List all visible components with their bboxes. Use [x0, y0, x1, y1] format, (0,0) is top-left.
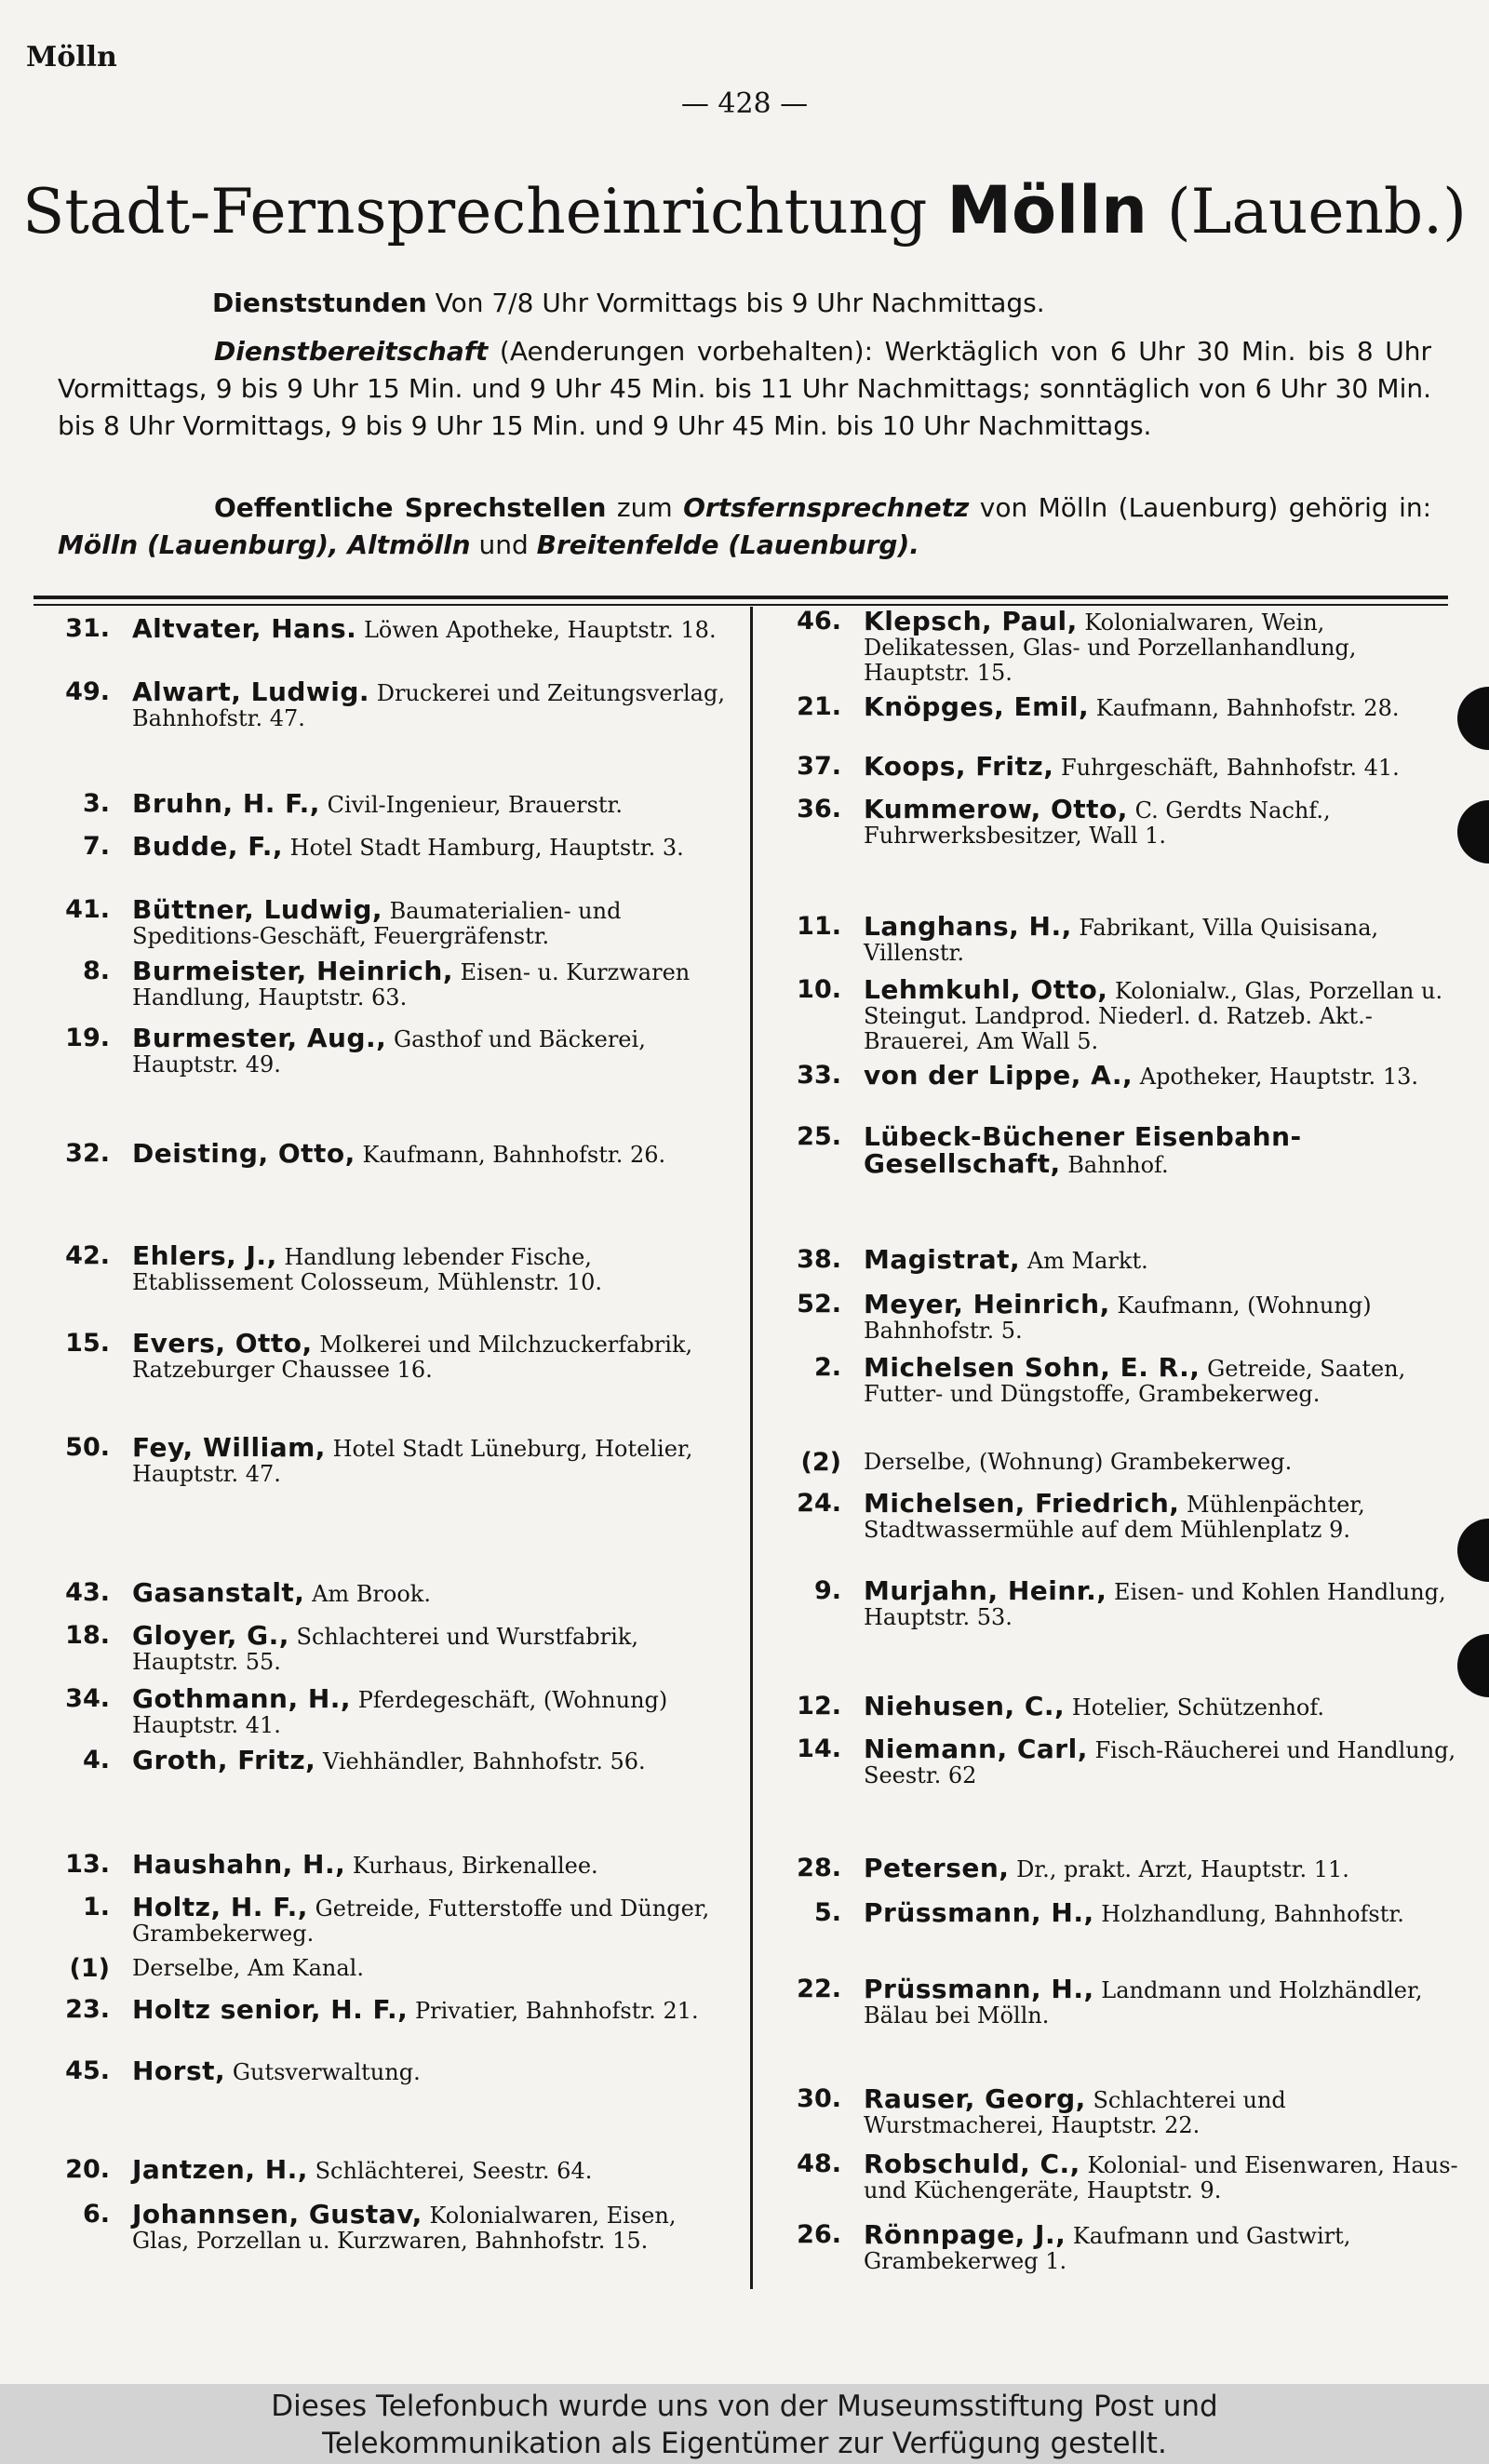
header-rule-thick	[34, 596, 1448, 599]
line-number: 25.	[797, 1122, 841, 1151]
subscriber-details: Derselbe, Am Kanal.	[132, 1955, 364, 1981]
line-number: 48.	[797, 2149, 841, 2178]
subscriber-details: Am Brook.	[312, 1581, 431, 1607]
subscriber-name: Niemann, Carl,	[864, 1734, 1088, 1764]
line-number: 33.	[797, 1061, 841, 1090]
subscriber-details: Mühlenpächter, Stadtwassermühle auf dem Mühlenplatz 9.	[864, 1492, 1365, 1543]
public-italic-3: Breitenfelde (Lauenburg).	[536, 529, 919, 560]
line-number: 13.	[65, 1850, 110, 1879]
subscriber-name: von der Lippe, A.,	[864, 1060, 1134, 1091]
subscriber-details: Apotheker, Hauptstr. 13.	[1139, 1064, 1418, 1090]
subscriber-name: Burmester, Aug.,	[132, 1023, 387, 1053]
line-number: 31.	[65, 614, 110, 643]
subscriber-details: Fuhrgeschäft, Bahnhofstr. 41.	[1060, 755, 1400, 781]
line-number: 46.	[797, 607, 841, 636]
subscriber-name: Petersen,	[864, 1853, 1010, 1883]
directory-entry	[48, 1683, 728, 1738]
line-number: 42.	[65, 1241, 110, 1270]
subscriber-details: Druckerei und Zeitungsverlag, Bahnhofstr. 47.	[132, 680, 725, 731]
subscriber-name: Holtz, H. F.,	[132, 1892, 308, 1922]
directory-entry	[780, 691, 1459, 722]
directory-entry	[48, 1745, 728, 1775]
directory-entry	[48, 788, 728, 819]
line-number: 7.	[82, 832, 110, 861]
subscriber-name: Niehusen, C.,	[864, 1691, 1066, 1721]
directory-entry	[780, 1488, 1459, 1543]
line-number: 26.	[797, 2220, 841, 2249]
subscriber-name: Meyer, Heinrich,	[864, 1289, 1110, 1319]
subscriber-details: Dr., prakt. Arzt, Hauptstr. 11.	[1016, 1856, 1349, 1882]
subscriber-name: Haushahn, H.,	[132, 1849, 346, 1880]
directory-entry	[780, 1897, 1459, 1928]
line-number: 36.	[797, 795, 841, 824]
standby-text: (Aenderungen vorbehalten): Werktäglich von 6 Uhr 30 Min. bis 8 Uhr Vormittags, 9 bis 9 Uhr 15 Min. und 9 Uhr 45 Min. bis 11 Uhr Nachmittags; sonntäglich von 6 Uhr 30 Min. bis 8 Uhr Vormittags, 9 bis 9 Uhr 15 Min. und 9 Uhr 45 Min. bis 10 Uhr Nachmittags.	[58, 336, 1431, 441]
subscriber-details: Kolonialw., Glas, Porzellan u. Steingut. Landprod. Niederl. d. Ratzeb. Akt.-Brauerei, Am Wall 5.	[864, 978, 1443, 1054]
subscriber-name: Lehmkuhl, Otto,	[864, 974, 1108, 1005]
page-title	[0, 173, 1489, 249]
subscriber-name: Groth, Fritz,	[132, 1745, 316, 1775]
line-number: 11.	[797, 912, 841, 941]
subscriber-name: Michelsen Sohn, E. R.,	[864, 1352, 1201, 1383]
subscriber-name: Alwart, Ludwig.	[132, 676, 370, 707]
line-number: 18.	[65, 1621, 110, 1650]
line-number: 24.	[797, 1489, 841, 1518]
subscriber-name: Langhans, H.,	[864, 911, 1072, 942]
directory-entry	[48, 613, 728, 644]
public-text-1: zum	[616, 492, 673, 523]
line-number: 32.	[65, 1139, 110, 1168]
subscriber-name: Magistrat,	[864, 1244, 1021, 1275]
subscriber-name: Jantzen, H.,	[132, 2154, 308, 2185]
directory-entry	[48, 1025, 728, 1078]
subscriber-name: Gothmann, H.,	[132, 1683, 352, 1714]
service-hours	[58, 285, 1431, 322]
subscriber-name: Knöpges, Emil,	[864, 691, 1090, 722]
subscriber-name: Michelsen, Friedrich,	[864, 1488, 1180, 1519]
directory-entry	[780, 1450, 1459, 1475]
subscriber-details: Getreide, Futterstoffe und Dünger, Grambekerweg.	[132, 1895, 710, 1947]
subscriber-details: Fabrikant, Villa Quisisana, Villenstr.	[864, 915, 1379, 966]
binder-hole-mark	[1457, 800, 1489, 864]
title-region: (Lauenb.)	[1166, 176, 1467, 248]
subscriber-name: Prüssmann, H.,	[864, 1897, 1094, 1928]
subscriber-details: Viehhändler, Bahnhofstr. 56.	[322, 1748, 646, 1774]
directory-entry	[780, 911, 1459, 966]
subscriber-details: Kolonialwaren, Eisen, Glas, Porzellan u. Kurzwaren, Bahnhofstr. 15.	[132, 2203, 677, 2254]
standby-paragraph	[58, 333, 1431, 445]
subscriber-name: Johannsen, Gustav,	[132, 2199, 423, 2230]
subscriber-details: Pferdegeschäft, (Wohnung) Hauptstr. 41.	[132, 1687, 668, 1738]
footer-line-1: Dieses Telefonbuch wurde uns von der Museumsstiftung Post und	[271, 2390, 1218, 2423]
line-number: 8.	[82, 957, 110, 985]
subscriber-details: Kurhaus, Birkenallee.	[352, 1853, 598, 1879]
directory-entry	[48, 2154, 728, 2185]
subscriber-name: Murjahn, Heinr.,	[864, 1575, 1107, 1606]
directory-entry	[780, 606, 1459, 686]
subscriber-details: Hotel Stadt Hamburg, Hauptstr. 3.	[289, 835, 684, 861]
line-number: 12.	[797, 1692, 841, 1721]
line-number: 5.	[813, 1898, 841, 1927]
subscriber-details: Eisen- u. Kurzwaren Handlung, Hauptstr. 63.	[132, 959, 691, 1011]
line-number: (2)	[800, 1448, 841, 1477]
subscriber-details: Kaufmann, Bahnhofstr. 28.	[1095, 695, 1400, 721]
line-number: 52.	[797, 1290, 841, 1319]
line-number: 22.	[797, 1975, 841, 2003]
directory-entry	[780, 1244, 1459, 1275]
line-number: 15.	[65, 1329, 110, 1358]
public-italic-2: Mölln (Lauenburg), Altmölln	[58, 529, 471, 560]
binder-hole-mark	[1457, 1634, 1489, 1697]
directory-entry	[780, 1289, 1459, 1344]
subscriber-details: C. Gerdts Nachf., Fuhrwerksbesitzer, Wall 1.	[864, 797, 1331, 849]
directory-entry	[780, 1121, 1459, 1179]
subscriber-details: Gasthof und Bäckerei, Hauptstr. 49.	[132, 1026, 646, 1078]
subscriber-name: Deisting, Otto,	[132, 1138, 355, 1169]
subscriber-details: Hotel Stadt Lüneburg, Hotelier, Hauptstr. 47.	[132, 1436, 693, 1487]
subscriber-name: Bruhn, H. F.,	[132, 788, 320, 819]
line-number: 49.	[65, 677, 110, 706]
directory-entry	[48, 1849, 728, 1880]
subscriber-name: Rauser, Georg,	[864, 2083, 1086, 2114]
subscriber-details: Civil-Ingenieur, Brauerstr.	[327, 792, 624, 818]
line-number: 41.	[65, 895, 110, 924]
line-number: 10.	[797, 975, 841, 1004]
subscriber-details: Schlächterei, Seestr. 64.	[315, 2158, 593, 2184]
directory-entry	[780, 1736, 1459, 1788]
running-head: Mölln	[26, 41, 117, 74]
line-number: 1.	[82, 1893, 110, 1922]
directory-entry	[48, 894, 728, 949]
public-stations-label: Oeffentliche Sprechstellen	[214, 492, 607, 523]
page-number: — 428 —	[680, 87, 809, 120]
public-italic-1: Ortsfernsprechnetz	[683, 492, 970, 523]
line-number: 6.	[82, 2200, 110, 2229]
line-number: 38.	[797, 1245, 841, 1274]
subscriber-name: Evers, Otto,	[132, 1328, 313, 1359]
subscriber-name: Klepsch, Paul,	[864, 606, 1078, 636]
subscriber-details: Handlung lebender Fische, Etablissement Colosseum, Mühlenstr. 10.	[132, 1244, 603, 1295]
directory-entry	[48, 1620, 728, 1675]
subscriber-details: Eisen- und Kohlen Handlung, Hauptstr. 53.	[864, 1579, 1446, 1630]
subscriber-details: Privatier, Bahnhofstr. 21.	[414, 1998, 699, 2024]
directory-entry	[780, 2083, 1459, 2138]
directory-entry	[48, 1994, 728, 2025]
line-number: 20.	[65, 2155, 110, 2184]
subscriber-name: Robschuld, C.,	[864, 2149, 1080, 2179]
directory-entry	[48, 676, 728, 731]
subscriber-name: Gloyer, G.,	[132, 1620, 289, 1651]
directory-entry	[780, 974, 1459, 1054]
subscriber-name: Altvater, Hans.	[132, 613, 357, 644]
title-place: Mölln	[946, 172, 1147, 248]
directory-entry	[780, 1976, 1459, 2029]
subscriber-details: Derselbe, (Wohnung) Grambekerweg.	[864, 1449, 1293, 1475]
directory-entry	[48, 1138, 728, 1169]
title-main: Stadt-Fernsprecheinrichtung	[22, 176, 928, 248]
directory-entry	[48, 831, 728, 862]
subscriber-name: Burmeister, Heinrich,	[132, 956, 453, 986]
subscriber-details: Schlachterei und Wurstmacherei, Hauptstr. 22.	[864, 2087, 1286, 2138]
subscriber-details: Baumaterialien- und Speditions-Geschäft, Feuergräfenstr.	[132, 898, 622, 949]
subscriber-details: Schlachterei und Wurstfabrik, Hauptstr. 55.	[132, 1624, 638, 1675]
directory-entry	[780, 2151, 1459, 2203]
public-stations-paragraph	[58, 489, 1431, 564]
directory-entry	[48, 1892, 728, 1947]
service-hours-label: Dienststunden	[212, 288, 427, 318]
subscriber-details: Fisch-Räucherei und Handlung, Seestr. 62	[864, 1737, 1456, 1788]
subscriber-name: Budde, F.,	[132, 831, 284, 862]
directory-entry	[780, 2219, 1459, 2274]
line-number: 45.	[65, 2056, 110, 2085]
binder-hole-mark	[1457, 687, 1489, 750]
line-number: 34.	[65, 1684, 110, 1713]
column-divider	[750, 607, 753, 2289]
subscriber-name: Prüssmann, H.,	[864, 1974, 1094, 2004]
subscriber-details: Landmann und Holzhändler, Bälau bei Mölln.	[864, 1977, 1423, 2029]
line-number: 23.	[65, 1995, 110, 2024]
subscriber-details: Getreide, Saaten, Futter- und Düngstoffe, Grambekerweg.	[864, 1356, 1406, 1407]
left-column	[48, 605, 728, 2289]
line-number: 3.	[82, 789, 110, 818]
directory-entry	[48, 2058, 728, 2085]
line-number: (1)	[69, 1954, 110, 1983]
subscriber-name: Büttner, Ludwig,	[132, 894, 383, 925]
subscriber-details: Kaufmann und Gastwirt, Grambekerweg 1.	[864, 2223, 1351, 2274]
subscriber-details: Am Markt.	[1026, 1248, 1148, 1274]
subscriber-name: Horst,	[132, 2056, 226, 2086]
directory-entry	[780, 1855, 1459, 1882]
subscriber-name: Rönnpage, J.,	[864, 2219, 1066, 2250]
line-number: 2.	[813, 1353, 841, 1382]
subscriber-details: Kaufmann, (Wohnung) Bahnhofstr. 5.	[864, 1292, 1372, 1344]
subscriber-name: Gasanstalt,	[132, 1577, 305, 1608]
binder-hole-mark	[1457, 1519, 1489, 1582]
subscriber-name: Koops, Fritz,	[864, 751, 1054, 782]
directory-entry	[48, 958, 728, 1011]
subscriber-details: Bahnhof.	[1067, 1152, 1169, 1178]
line-number: 28.	[797, 1854, 841, 1882]
directory-entry	[780, 1575, 1459, 1630]
public-text-2: von Mölln (Lauenburg) gehörig in:	[979, 492, 1432, 523]
directory-entry	[48, 1240, 728, 1295]
subscriber-details: Löwen Apotheke, Hauptstr. 18.	[363, 617, 717, 643]
directory-entry	[48, 1577, 728, 1608]
directory-entry	[48, 1956, 728, 1981]
subscriber-name: Kummerow, Otto,	[864, 794, 1128, 824]
directory-entry	[780, 1691, 1459, 1721]
subscriber-details: Kolonial- und Eisenwaren, Haus- und Küchengeräte, Hauptstr. 9.	[864, 2152, 1458, 2203]
subscriber-name: Fey, William,	[132, 1432, 326, 1463]
public-text-3: und	[478, 529, 529, 560]
footer-line-2: Telekommunikation als Eigentümer zur Verfügung gestellt.	[322, 2427, 1167, 2460]
standby-label: Dienstbereitschaft	[214, 336, 489, 367]
directory-entry	[48, 2199, 728, 2254]
directory-entry	[780, 751, 1459, 782]
line-number: 4.	[82, 1746, 110, 1774]
subscriber-details: Kolonialwaren, Wein, Delikatessen, Glas- und Porzellanhandlung, Hauptstr. 15.	[864, 609, 1357, 686]
subscriber-details: Holzhandlung, Bahnhofstr.	[1101, 1901, 1404, 1927]
directory-entry	[780, 1060, 1459, 1091]
right-column	[780, 605, 1459, 2289]
line-number: 14.	[797, 1734, 841, 1763]
footer-notice	[0, 2384, 1489, 2464]
subscriber-details: Molkerei und Milchzuckerfabrik, Ratzeburger Chaussee 16.	[132, 1332, 693, 1383]
subscriber-details: Gutsverwaltung.	[232, 2059, 421, 2085]
line-number: 50.	[65, 1433, 110, 1462]
service-hours-text: Von 7/8 Uhr Vormittags bis 9 Uhr Nachmittags.	[435, 288, 1045, 318]
line-number: 9.	[813, 1576, 841, 1605]
subscriber-name: Lübeck-Büchener Eisenbahn-Gesellschaft,	[864, 1121, 1302, 1179]
directory-entry	[780, 794, 1459, 849]
line-number: 43.	[65, 1578, 110, 1607]
directory-entry	[48, 1328, 728, 1383]
subscriber-details: Kaufmann, Bahnhofstr. 26.	[362, 1142, 666, 1168]
directory-entry	[780, 1352, 1459, 1407]
line-number: 19.	[65, 1024, 110, 1052]
subscriber-details: Hotelier, Schützenhof.	[1071, 1694, 1325, 1721]
subscriber-name: Ehlers, J.,	[132, 1240, 277, 1271]
subscriber-name: Holtz senior, H. F.,	[132, 1994, 409, 2025]
directory-entry	[48, 1432, 728, 1487]
line-number: 21.	[797, 692, 841, 721]
line-number: 37.	[797, 752, 841, 781]
line-number: 30.	[797, 2084, 841, 2113]
